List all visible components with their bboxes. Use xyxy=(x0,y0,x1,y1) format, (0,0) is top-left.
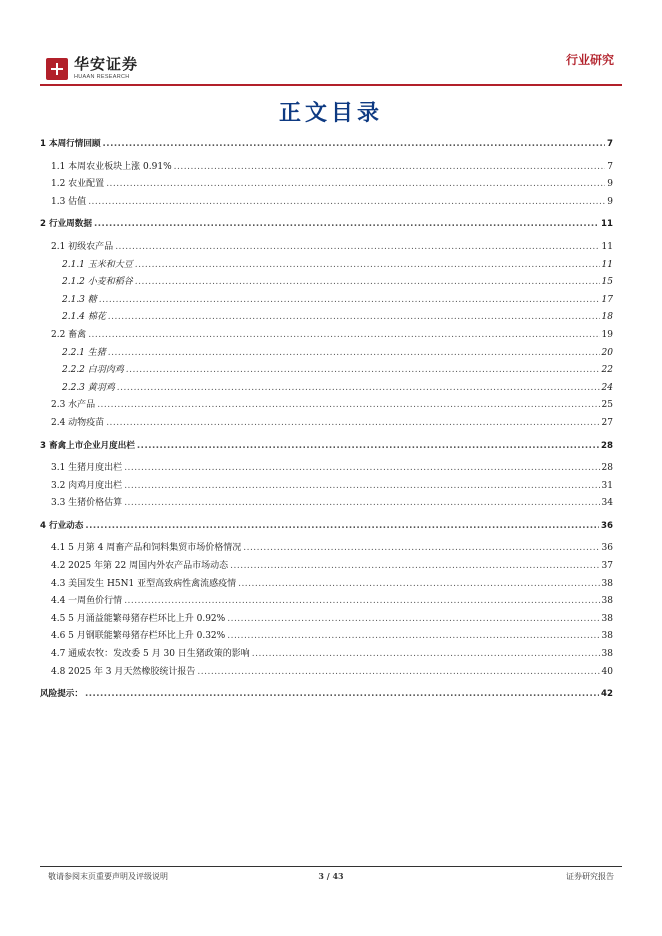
toc-entry-label: 4.4 一周鱼价行情 xyxy=(51,596,123,607)
toc-entry-level-2[interactable] xyxy=(40,664,613,682)
toc-leader-dots xyxy=(124,495,599,513)
toc-entry-label: 4.8 2025 年 3 月天然橡胶统计报告 xyxy=(51,666,196,677)
toc-entry-level-2[interactable] xyxy=(40,194,613,212)
toc-leader-dots xyxy=(88,327,599,345)
toc-entry-level-2[interactable] xyxy=(40,478,613,496)
toc-entry-label: 4 行业动态 xyxy=(40,520,84,531)
toc-entry-level-2[interactable] xyxy=(40,628,613,646)
toc-entry-label: 4.7 通威农牧：发改委 5 月 30 日生猪政策的影响 xyxy=(51,649,250,660)
toc-entry-label: 2.4 动物疫苗 xyxy=(51,417,105,428)
toc-leader-dots xyxy=(174,159,606,177)
toc-entry-label: 3.2 肉鸡月度出栏 xyxy=(51,480,123,491)
toc-entry-page: 7 xyxy=(607,139,613,149)
toc-leader-dots xyxy=(126,362,600,380)
toc-entry-page: 28 xyxy=(601,463,613,474)
toc-entry-level-3[interactable] xyxy=(40,257,613,275)
toc-entry-level-1[interactable] xyxy=(40,438,613,456)
toc-entry-page: 38 xyxy=(601,649,613,660)
toc-leader-dots xyxy=(124,478,599,496)
toc-leader-dots xyxy=(85,518,599,536)
toc-leader-dots xyxy=(252,646,600,664)
toc-entry-page: 38 xyxy=(601,578,613,589)
toc-leader-dots xyxy=(88,194,605,212)
toc-section-gap xyxy=(40,704,613,709)
toc-entry-label: 4.1 5 月第 4 周畜产品和饲料集贸市场价格情况 xyxy=(51,543,242,554)
toc-entry-level-2[interactable] xyxy=(40,593,613,611)
header-divider xyxy=(40,84,622,86)
toc-entry-page: 9 xyxy=(607,179,613,190)
toc-entry-level-1[interactable] xyxy=(40,686,613,704)
toc-entry-level-2[interactable] xyxy=(40,397,613,415)
logo-text-en: HUAAN RESEARCH xyxy=(74,74,130,81)
toc-leader-dots xyxy=(99,292,600,310)
toc-entry-level-2[interactable] xyxy=(40,176,613,194)
toc-entry-page: 22 xyxy=(601,365,613,376)
toc-entry-label: 1.2 农业配置 xyxy=(51,179,105,190)
toc-entry-level-3[interactable] xyxy=(40,362,613,380)
toc-entry-level-2[interactable] xyxy=(40,460,613,478)
toc-leader-dots xyxy=(108,345,600,363)
toc-entry-label: 3 畜禽上市企业月度出栏 xyxy=(40,440,135,451)
page-header xyxy=(40,48,622,88)
toc-leader-dots xyxy=(106,176,605,194)
toc-entry-level-1[interactable] xyxy=(40,136,613,154)
toc-entry-page: 9 xyxy=(607,196,613,207)
toc-entry-label: 4.3 美国发生 H5N1 亚型高致病性禽流感疫情 xyxy=(51,578,237,589)
toc-entry-page: 25 xyxy=(601,400,613,411)
toc-entry-label: 2.2.1 生猪 xyxy=(62,347,106,358)
footer-divider xyxy=(40,866,622,867)
toc-leader-dots xyxy=(243,540,599,558)
toc-entry-label: 2.1.3 糖 xyxy=(62,294,97,305)
toc-entry-page: 42 xyxy=(601,689,613,700)
toc-entry-label: 风险提示： xyxy=(40,689,83,700)
toc-entry-level-2[interactable] xyxy=(40,327,613,345)
toc-leader-dots xyxy=(197,664,599,682)
toc-entry-page: 34 xyxy=(601,498,613,509)
toc-leader-dots xyxy=(85,686,599,704)
toc-entry-page: 24 xyxy=(601,382,613,393)
toc-entry-page: 19 xyxy=(601,329,613,340)
toc-entry-label: 2.1 初级农产品 xyxy=(51,241,114,252)
toc-leader-dots xyxy=(103,136,605,154)
toc-entry-level-3[interactable] xyxy=(40,292,613,310)
toc-entry-level-2[interactable] xyxy=(40,415,613,433)
toc-entry-level-1[interactable] xyxy=(40,216,613,234)
toc-leader-dots xyxy=(230,558,599,576)
table-of-contents xyxy=(40,136,613,709)
toc-entry-page: 11 xyxy=(601,259,613,270)
toc-entry-page: 36 xyxy=(601,520,613,531)
toc-title: 正文目录 xyxy=(278,100,383,126)
toc-leader-dots xyxy=(97,397,599,415)
toc-entry-page: 38 xyxy=(601,613,613,624)
toc-entry-page: 37 xyxy=(601,561,613,572)
toc-entry-label: 2.1.1 玉米和大豆 xyxy=(62,259,133,270)
toc-entry-label: 1 本周行情回顾 xyxy=(40,139,101,149)
toc-entry-level-2[interactable] xyxy=(40,495,613,513)
toc-entry-label: 2.2.2 白羽肉鸡 xyxy=(62,365,124,376)
toc-entry-label: 1.1 本周农业板块上涨 0.91% xyxy=(51,161,172,172)
toc-entry-label: 2.1.4 棉花 xyxy=(62,312,106,323)
toc-entry-label: 2.2 畜禽 xyxy=(51,329,87,340)
footer-disclaimer: 敬请参阅末页重要声明及评级说明 xyxy=(48,872,168,881)
toc-entry-label: 2.2.3 黄羽鸡 xyxy=(62,382,115,393)
toc-entry-level-2[interactable] xyxy=(40,239,613,257)
toc-leader-dots xyxy=(124,593,599,611)
huaan-logo xyxy=(46,54,138,84)
toc-entry-page: 18 xyxy=(601,312,613,323)
toc-leader-dots xyxy=(124,460,599,478)
toc-entry-label: 2.3 水产品 xyxy=(51,400,96,411)
toc-entry-label: 4.5 5 月涌益能繁母猪存栏环比上升 0.92% xyxy=(51,613,226,624)
toc-leader-dots xyxy=(108,309,600,327)
toc-entry-page: 40 xyxy=(601,666,613,677)
logo-text-cn: 华安证券 xyxy=(74,55,139,74)
toc-entry-label: 3.3 生猪价格估算 xyxy=(51,498,123,509)
toc-entry-level-3[interactable] xyxy=(40,274,613,292)
toc-leader-dots xyxy=(117,380,600,398)
toc-leader-dots xyxy=(238,576,599,594)
toc-entry-level-3[interactable] xyxy=(40,309,613,327)
footer-report-label: 证券研究报告 xyxy=(566,872,614,881)
toc-entry-page: 17 xyxy=(601,294,613,305)
toc-leader-dots xyxy=(94,216,599,234)
toc-entry-label: 2.1.2 小麦和稻谷 xyxy=(62,277,133,288)
toc-entry-page: 27 xyxy=(601,417,613,428)
seal-icon xyxy=(46,58,68,80)
toc-entry-page: 20 xyxy=(601,347,613,358)
toc-entry-level-2[interactable] xyxy=(40,159,613,177)
toc-entry-page: 7 xyxy=(607,161,613,172)
toc-entry-page: 11 xyxy=(601,219,613,230)
toc-entry-label: 3.1 生猪月度出栏 xyxy=(51,463,123,474)
toc-entry-page: 38 xyxy=(601,596,613,607)
toc-entry-page: 31 xyxy=(601,480,613,491)
toc-entry-label: 4.6 5 月钢联能繁母猪存栏环比上升 0.32% xyxy=(51,631,226,642)
toc-leader-dots xyxy=(227,628,599,646)
toc-entry-level-3[interactable] xyxy=(40,380,613,398)
toc-entry-page: 28 xyxy=(601,440,613,451)
toc-entry-page: 38 xyxy=(601,631,613,642)
toc-leader-dots xyxy=(137,438,599,456)
toc-entry-level-3[interactable] xyxy=(40,345,613,363)
toc-entry-label: 1.3 估值 xyxy=(51,196,87,207)
toc-entry-level-2[interactable] xyxy=(40,540,613,558)
report-type-label: 行业研究 xyxy=(565,53,614,67)
toc-entry-level-2[interactable] xyxy=(40,611,613,629)
toc-entry-level-1[interactable] xyxy=(40,518,613,536)
toc-leader-dots xyxy=(106,415,599,433)
toc-entry-level-2[interactable] xyxy=(40,558,613,576)
toc-leader-dots xyxy=(135,274,600,292)
toc-leader-dots xyxy=(115,239,599,257)
toc-leader-dots xyxy=(227,611,599,629)
page-indicator: 3 / 43 xyxy=(318,871,344,881)
toc-entry-page: 36 xyxy=(601,543,613,554)
toc-entry-label: 4.2 2025 年第 22 周国内外农产品市场动态 xyxy=(51,561,229,572)
toc-entry-level-2[interactable] xyxy=(40,646,613,664)
toc-entry-page: 11 xyxy=(601,241,613,252)
page-footer xyxy=(48,871,614,885)
toc-entry-page: 15 xyxy=(601,277,613,288)
toc-entry-level-2[interactable] xyxy=(40,576,613,594)
toc-entry-label: 2 行业周数据 xyxy=(40,219,92,230)
toc-leader-dots xyxy=(135,257,600,275)
